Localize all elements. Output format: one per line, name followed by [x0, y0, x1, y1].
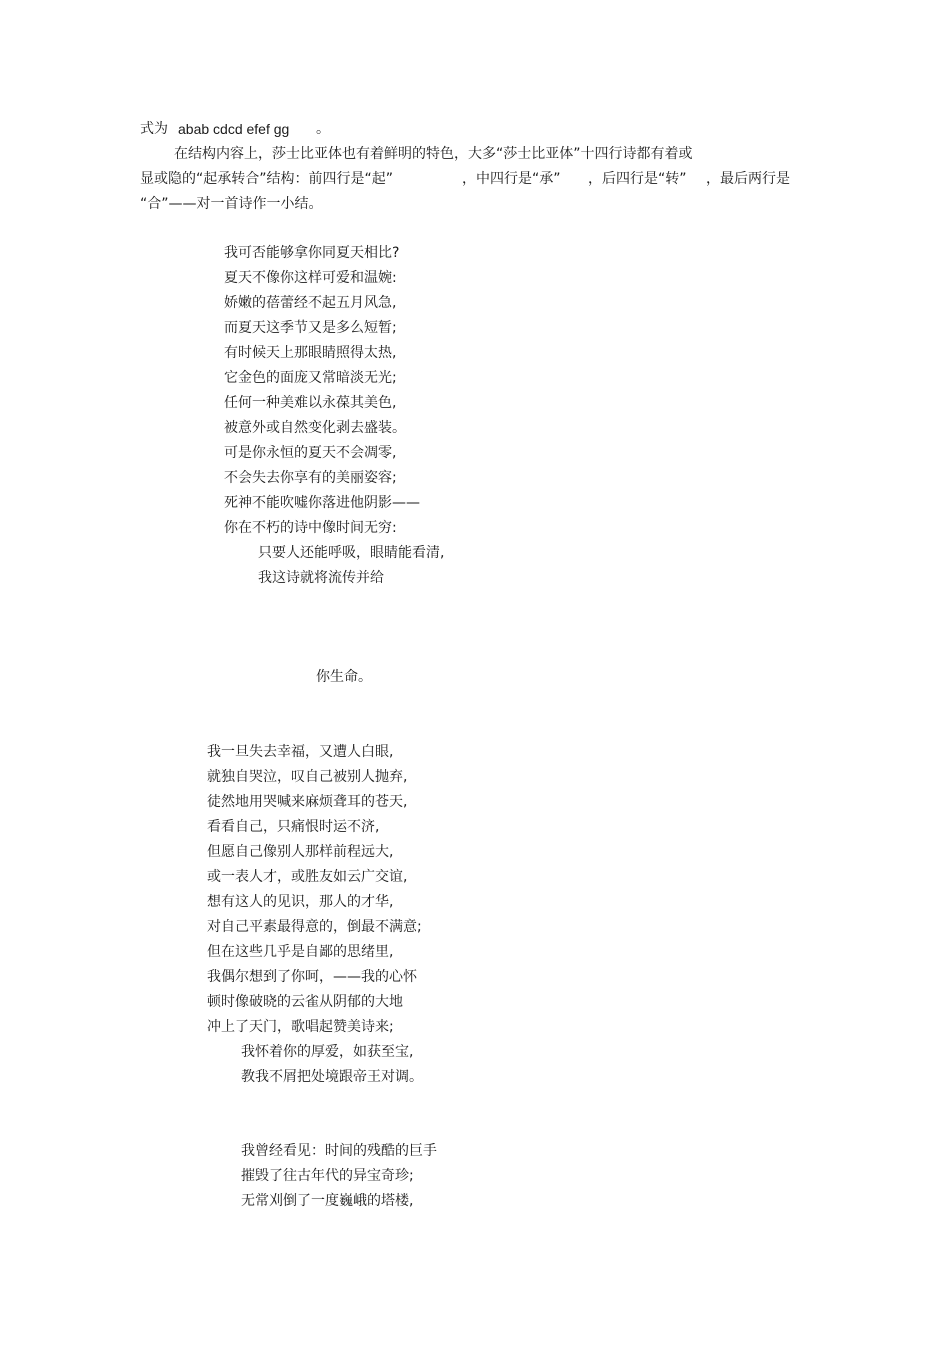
poem-1-line: 它金色的面庞又常暗淡无光; [224, 370, 397, 386]
poem-3-line: 摧毁了往古年代的异宝奇珍; [241, 1168, 414, 1184]
poem-1-line: 夏天不像你这样可爱和温婉: [224, 270, 397, 286]
intro-line-4: “合”——对一首诗作一小结。 [140, 196, 323, 212]
intro-line-3-d: ，最后两行是 [706, 171, 790, 187]
poem-2-line: 顿时像破晓的云雀从阴郁的大地 [207, 994, 403, 1010]
poem-1-line: 不会失去你享有的美丽姿容; [224, 470, 397, 486]
poem-1-tail: 你生命。 [316, 669, 372, 685]
poem-2-line: 徒然地用哭喊来麻烦聋耳的苍天, [207, 794, 408, 810]
poem-1-line: 有时候天上那眼睛照得太热, [224, 345, 397, 361]
poem-2-line: 我偶尔想到了你呵，——我的心怀 [207, 969, 417, 985]
poem-2-line: 就独自哭泣，叹自己被别人抛弃, [207, 769, 408, 785]
poem-2-line: 但在这些几乎是自鄙的思绪里, [207, 944, 394, 960]
intro-line-3-b: ，中四行是“承” [462, 171, 561, 187]
intro-line-1-period: 。 [316, 121, 330, 137]
poem-1-line: 你在不朽的诗中像时间无穷: [224, 520, 397, 536]
poem-1-line: 被意外或自然变化剥去盛装。 [224, 420, 406, 436]
poem-2-line: 对自己平素最得意的，倒最不满意; [207, 919, 422, 935]
intro-line-3-c: ，后四行是“转” [588, 171, 687, 187]
poem-1-couplet-line: 我这诗就将流传并给 [258, 570, 384, 586]
intro-line-1-prefix: 式为 [140, 121, 168, 137]
poem-2-line: 冲上了天门，歌唱起赞美诗来; [207, 1019, 394, 1035]
poem-3-line: 我曾经看见：时间的残酷的巨手 [241, 1143, 437, 1159]
poem-2-line: 想有这人的见识，那人的才华, [207, 894, 394, 910]
poem-2-line: 我一旦失去幸福，又遭人白眼, [207, 744, 394, 760]
intro-line-3-a: 显或隐的“起承转合”结构：前四行是“起” [140, 171, 394, 187]
intro-line-1-rhyme-scheme: abab cdcd efef gg [178, 121, 290, 137]
poem-2-line: 或一表人才，或胜友如云广交谊, [207, 869, 408, 885]
poem-3-line: 无常刈倒了一度巍峨的塔楼, [241, 1193, 414, 1209]
poem-1-line: 可是你永恒的夏天不会凋零, [224, 445, 397, 461]
poem-2-line: 但愿自己像别人那样前程远大, [207, 844, 394, 860]
poem-1-couplet-line: 只要人还能呼吸，眼睛能看清, [258, 545, 445, 561]
poem-2-couplet-line: 我怀着你的厚爱，如获至宝, [241, 1044, 414, 1060]
poem-1-line: 任何一种美难以永葆其美色, [224, 395, 397, 411]
intro-line-2: 在结构内容上，莎士比亚体也有着鲜明的特色，大多“莎士比亚体”十四行诗都有着或 [174, 146, 693, 162]
poem-2-line: 看看自己，只痛恨时运不济, [207, 819, 380, 835]
poem-1-line: 而夏天这季节又是多么短暂; [224, 320, 397, 336]
poem-2-couplet-line: 教我不屑把处境跟帝王对调。 [241, 1069, 423, 1085]
poem-1-line: 娇嫩的蓓蕾经不起五月风急, [224, 295, 397, 311]
poem-1-line: 死神不能吹嘘你落进他阴影—— [224, 495, 420, 511]
poem-1-line: 我可否能够拿你同夏天相比? [224, 245, 400, 261]
